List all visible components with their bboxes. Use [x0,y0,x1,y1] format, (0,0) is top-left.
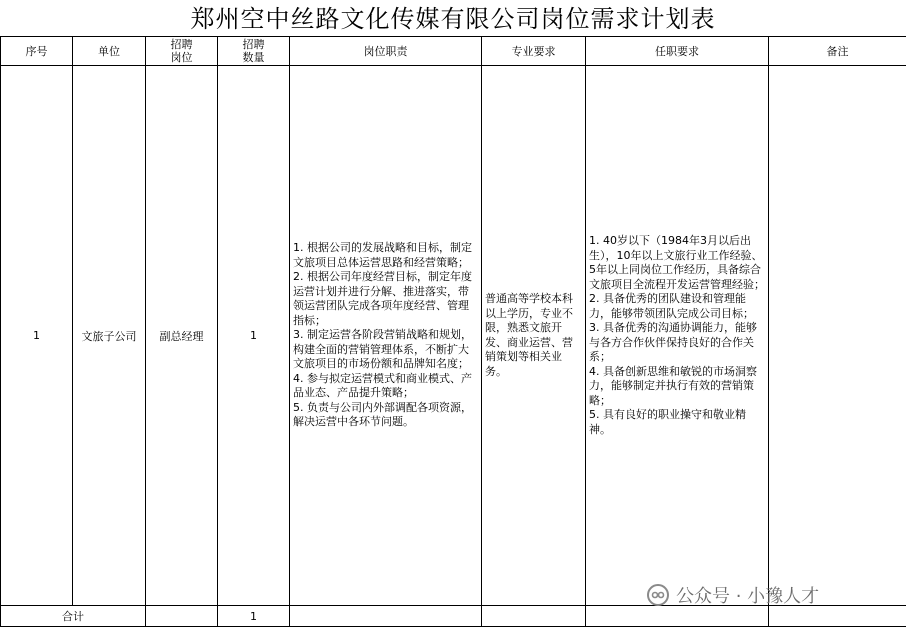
table-row [1,66,906,606]
wechat-official-account-icon [646,583,670,607]
header-unit: 单位 [73,37,146,66]
header-position: 招聘 岗位 [146,37,218,66]
total-empty-position [146,606,218,627]
cell-position: 副总经理 [146,66,218,606]
cell-index: 1 [1,66,73,606]
header-remarks: 备注 [769,37,906,66]
page-title: 郑州空中丝路文化传媒有限公司岗位需求计划表 [190,5,716,33]
total-label: 合计 [1,606,146,627]
cell-count: 1 [218,66,290,606]
header-duties: 岗位职责 [290,37,482,66]
watermark-text: 公众号 · 小豫人才 [676,586,820,607]
total-count: 1 [218,606,290,627]
watermark [646,583,819,607]
total-empty-remarks [769,606,906,627]
cell-unit: 文旅子公司 [73,66,146,606]
header-row [1,37,906,66]
cell-major [482,66,586,606]
requirements-text: 1. 40岁以下（1984年3月以后出生），10年以上文旅行业工作经验、5年以上同岗位工作经历，具备综合文旅项目全流程开发运营管理经验； 2. 具备优秀的团队建设和管理能力，能够带领团队完成公司目标； 3. 具备优秀的沟通协调能力，能够与各方合作伙伴保持良好的合作关系； 4. 具备创新思维和敏锐的市场洞察力，能够制定并执行有效的营销策略； 5. 具有良好的职业操守和敬业精神。 [589,234,765,436]
header-major: 专业要求 [482,37,586,66]
cell-remarks [769,66,906,606]
cell-requirements [586,66,769,606]
cell-duties [290,66,482,606]
header-index: 序号 [1,37,73,66]
duties-text: 1. 根据公司的发展战略和目标，制定文旅项目总体运营思路和经营策略； 2. 根据公司年度经营目标，制定年度运营计划并进行分解、推进落实，带领运营团队完成各项年度经营、管理指标； 3. 制定运营各阶段营销战略和规划，构建全面的营销管理体系，不断扩大文旅项目的市场份额和品牌知名度； 4. 参与拟定运营模式和商业模式、产品业态、产品提升策略； 5. 负责与公司内外部调配各项资源，解决运营中各环节问题。 [293,241,472,429]
header-count: 招聘 数量 [218,37,290,66]
total-empty-duties [290,606,482,627]
total-empty-major [482,606,586,627]
total-empty-requirements [586,606,769,627]
job-demand-table [0,36,906,627]
major-text: 普通高等学校本科以上学历，专业不限，熟悉文旅开发、商业运营、营销策划等相关业务。 [485,292,573,378]
total-row [1,606,906,627]
header-requirements: 任职要求 [586,37,769,66]
